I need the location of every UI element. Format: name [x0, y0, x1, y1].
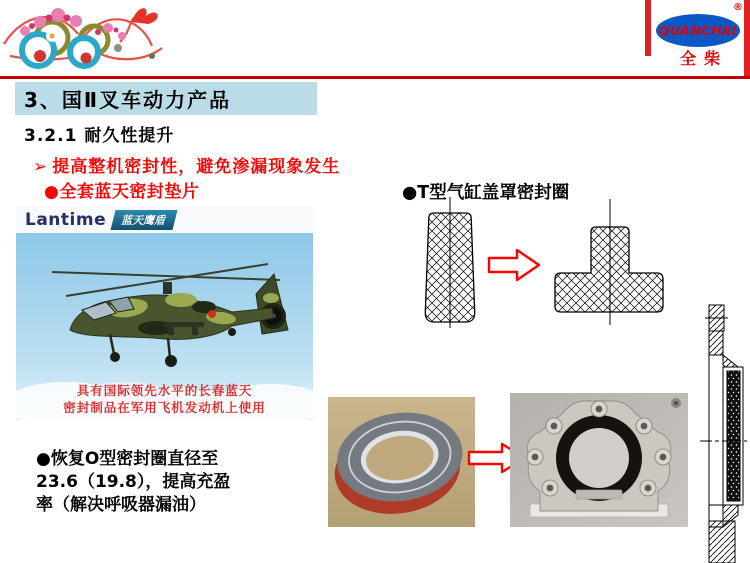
- slide-title: 3、国Ⅱ叉车动力产品: [24, 88, 232, 112]
- quanchai-logo: [656, 14, 740, 47]
- main-bullet: [33, 152, 340, 177]
- quanchai-brand-text: QUANCHAI: [658, 23, 738, 38]
- logo-red-bar-right: [744, 0, 750, 77]
- main-bullet-text: 提高整机密封性，避免渗漏现象发生: [52, 157, 341, 177]
- registered-trademark-icon: ®: [733, 2, 743, 13]
- lantime-caption: [16, 382, 313, 416]
- caption-line-1: 具有国际领先水平的长春蓝天: [76, 383, 253, 398]
- sub-bullet: ●全套蓝天密封垫片: [44, 182, 200, 202]
- lantime-badge: 蓝天鹰盾: [111, 210, 178, 230]
- t-seal-shape: [555, 227, 663, 312]
- header-divider-line: [0, 76, 750, 79]
- old-seal-shape: [425, 213, 474, 322]
- floral-decoration-icon: [0, 0, 170, 72]
- seal-cross-section-drawing: [700, 303, 750, 563]
- t-seal-diagram: [405, 195, 715, 330]
- logo-red-bar-left: [645, 0, 651, 56]
- quanchai-chinese-text: 全柴: [680, 49, 729, 68]
- seal-ring-photo: [328, 397, 475, 527]
- o-ring-note-line-3: 率（解决呼吸器漏油）: [36, 495, 206, 515]
- lantime-card: [16, 206, 313, 420]
- section-heading: 3.2.1 耐久性提升: [24, 126, 175, 146]
- lantime-header: [16, 206, 313, 233]
- lantime-brand-logo: Lantime: [25, 209, 107, 230]
- slide-title-bar: [15, 82, 317, 115]
- t-seal-heading: ●T型气缸盖罩密封圈: [402, 183, 570, 203]
- o-ring-note-line-2: 23.6（19.8），提高充盈: [36, 472, 231, 492]
- o-ring-note-line-1: ●恢复O型密封圈直径至: [36, 449, 219, 469]
- arrow-bullet-icon: ➢: [33, 157, 49, 177]
- transform-arrow-icon: [489, 250, 539, 280]
- o-ring-note: [36, 448, 256, 517]
- crank-seal-housing-photo: [510, 393, 688, 527]
- caption-line-2: 密封制品在军用飞机发动机上使用: [63, 400, 266, 415]
